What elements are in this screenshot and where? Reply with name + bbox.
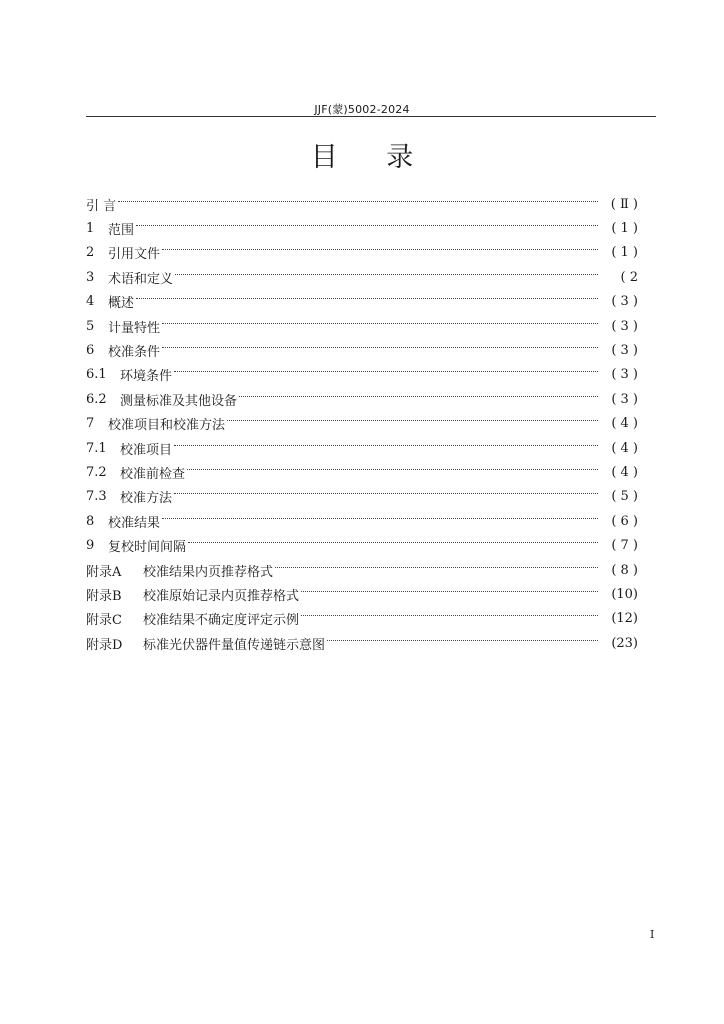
toc-entry[interactable] xyxy=(86,460,638,484)
toc-dot-leader xyxy=(136,298,598,299)
toc-entry-page: (23) xyxy=(611,635,638,651)
toc-entry[interactable] xyxy=(86,265,638,289)
toc-entry-number: 2 xyxy=(86,245,95,261)
toc-entry-title: 复校时间间隔 xyxy=(108,540,187,556)
toc-entry-number: 附录A xyxy=(86,564,122,580)
toc-entry-title: 校准结果 xyxy=(108,515,161,531)
toc-entry-number: 8 xyxy=(86,513,95,529)
toc-dot-leader xyxy=(162,249,598,250)
toc-entry-title: 引 言 xyxy=(86,198,117,214)
toc-entry-title: 术语和定义 xyxy=(108,271,174,287)
toc-entry-number: 7.2 xyxy=(86,464,107,480)
toc-dot-leader xyxy=(175,274,598,275)
toc-entry-title: 概述 xyxy=(108,296,135,312)
toc-dot-leader xyxy=(187,469,598,470)
toc-entry-title: 标准光伏器件量值传递链示意图 xyxy=(143,637,326,653)
toc-entry-number: 5 xyxy=(86,318,95,334)
toc-dot-leader xyxy=(174,493,598,494)
toc-entry[interactable] xyxy=(86,387,638,411)
toc-entry[interactable] xyxy=(86,631,638,655)
toc-entry-title: 校准原始记录内页推荐格式 xyxy=(143,588,300,604)
toc-entry[interactable] xyxy=(86,192,638,216)
toc-entry-title: 校准项目 xyxy=(120,442,173,458)
toc-dot-leader xyxy=(275,567,598,568)
toc-entry-number: 附录B xyxy=(86,588,122,604)
toc-dot-leader xyxy=(118,201,598,202)
page-number: I xyxy=(650,928,655,941)
toc-entry[interactable] xyxy=(86,314,638,338)
toc-entry[interactable] xyxy=(86,436,638,460)
header-rule xyxy=(86,116,656,117)
toc-entry-page: ( 3 ) xyxy=(611,367,638,383)
toc-entry-page: ( 3 ) xyxy=(611,391,638,407)
document-code: JJF(蒙)5002-2024 xyxy=(314,103,410,116)
toc-entry-page: ( 3 ) xyxy=(611,318,638,334)
toc-entry-number: 3 xyxy=(86,269,95,285)
toc-entry-number: 6 xyxy=(86,343,95,359)
toc-entry[interactable] xyxy=(86,338,638,362)
toc-dot-leader xyxy=(188,542,598,543)
toc-entry-number: 7.1 xyxy=(86,440,107,456)
toc-entry-number: 7 xyxy=(86,416,95,432)
toc-entry-number: 6.1 xyxy=(86,367,107,383)
toc-entry-page: ( 3 ) xyxy=(611,343,638,359)
toc-entry-title: 校准结果不确定度评定示例 xyxy=(143,613,300,629)
toc-entry-number: 附录C xyxy=(86,613,122,629)
toc-entry[interactable] xyxy=(86,607,638,631)
toc-entry-page: ( 6 ) xyxy=(611,513,638,529)
toc-entry-page: (12) xyxy=(611,611,638,627)
toc-entry-number: 6.2 xyxy=(86,391,107,407)
toc-entry-number: 附录D xyxy=(86,637,123,653)
toc-entry-title: 校准项目和校准方法 xyxy=(108,418,226,434)
toc-dot-leader xyxy=(174,371,598,372)
toc-entry-number: 1 xyxy=(86,221,95,237)
table-of-contents xyxy=(86,192,638,655)
toc-entry[interactable] xyxy=(86,290,638,314)
toc-dot-leader xyxy=(136,225,598,226)
toc-dot-leader xyxy=(301,615,598,616)
toc-entry-page: ( 4 ) xyxy=(611,464,638,480)
toc-entry-number: 9 xyxy=(86,538,95,554)
toc-dot-leader xyxy=(162,518,598,519)
toc-entry-title: 校准前检查 xyxy=(120,466,186,482)
toc-entry-page: ( 2 xyxy=(620,269,638,285)
toc-entry-page: ( 4 ) xyxy=(611,416,638,432)
toc-entry[interactable] xyxy=(86,412,638,436)
toc-dot-leader xyxy=(301,591,598,592)
toc-entry-page: ( 7 ) xyxy=(611,538,638,554)
toc-dot-leader xyxy=(162,323,598,324)
toc-entry[interactable] xyxy=(86,241,638,265)
toc-entry-page: (10) xyxy=(611,586,638,602)
toc-dot-leader xyxy=(227,420,598,421)
toc-entry-page: ( 5 ) xyxy=(611,489,638,505)
toc-entry[interactable] xyxy=(86,533,638,557)
toc-entry-page: ( 3 ) xyxy=(611,294,638,310)
toc-entry-title: 校准条件 xyxy=(108,345,161,361)
toc-entry-title: 引用文件 xyxy=(108,247,161,263)
toc-entry-number: 7.3 xyxy=(86,489,107,505)
toc-entry[interactable] xyxy=(86,558,638,582)
toc-entry-number: 4 xyxy=(86,294,95,310)
toc-entry-page: ( 8 ) xyxy=(611,562,638,578)
toc-entry-title: 范围 xyxy=(108,223,135,239)
toc-dot-leader xyxy=(327,640,598,641)
toc-entry-page: ( 4 ) xyxy=(611,440,638,456)
toc-dot-leader xyxy=(174,445,598,446)
toc-entry-title: 测量标准及其他设备 xyxy=(120,393,238,409)
page-title: 目 录 xyxy=(310,142,434,173)
toc-entry-page: ( 1 ) xyxy=(611,245,638,261)
toc-entry-page: ( 1 ) xyxy=(611,221,638,237)
toc-entry-title: 校准方法 xyxy=(120,491,173,507)
toc-entry-title: 计量特性 xyxy=(108,320,161,336)
toc-dot-leader xyxy=(239,396,598,397)
toc-entry[interactable] xyxy=(86,582,638,606)
toc-entry[interactable] xyxy=(86,485,638,509)
toc-entry[interactable] xyxy=(86,216,638,240)
toc-entry[interactable] xyxy=(86,363,638,387)
toc-entry-title: 校准结果内页推荐格式 xyxy=(143,564,274,580)
toc-entry[interactable] xyxy=(86,509,638,533)
toc-entry-title: 环境条件 xyxy=(120,369,173,385)
toc-entry-page: ( Ⅱ ) xyxy=(610,196,638,212)
toc-dot-leader xyxy=(162,347,598,348)
